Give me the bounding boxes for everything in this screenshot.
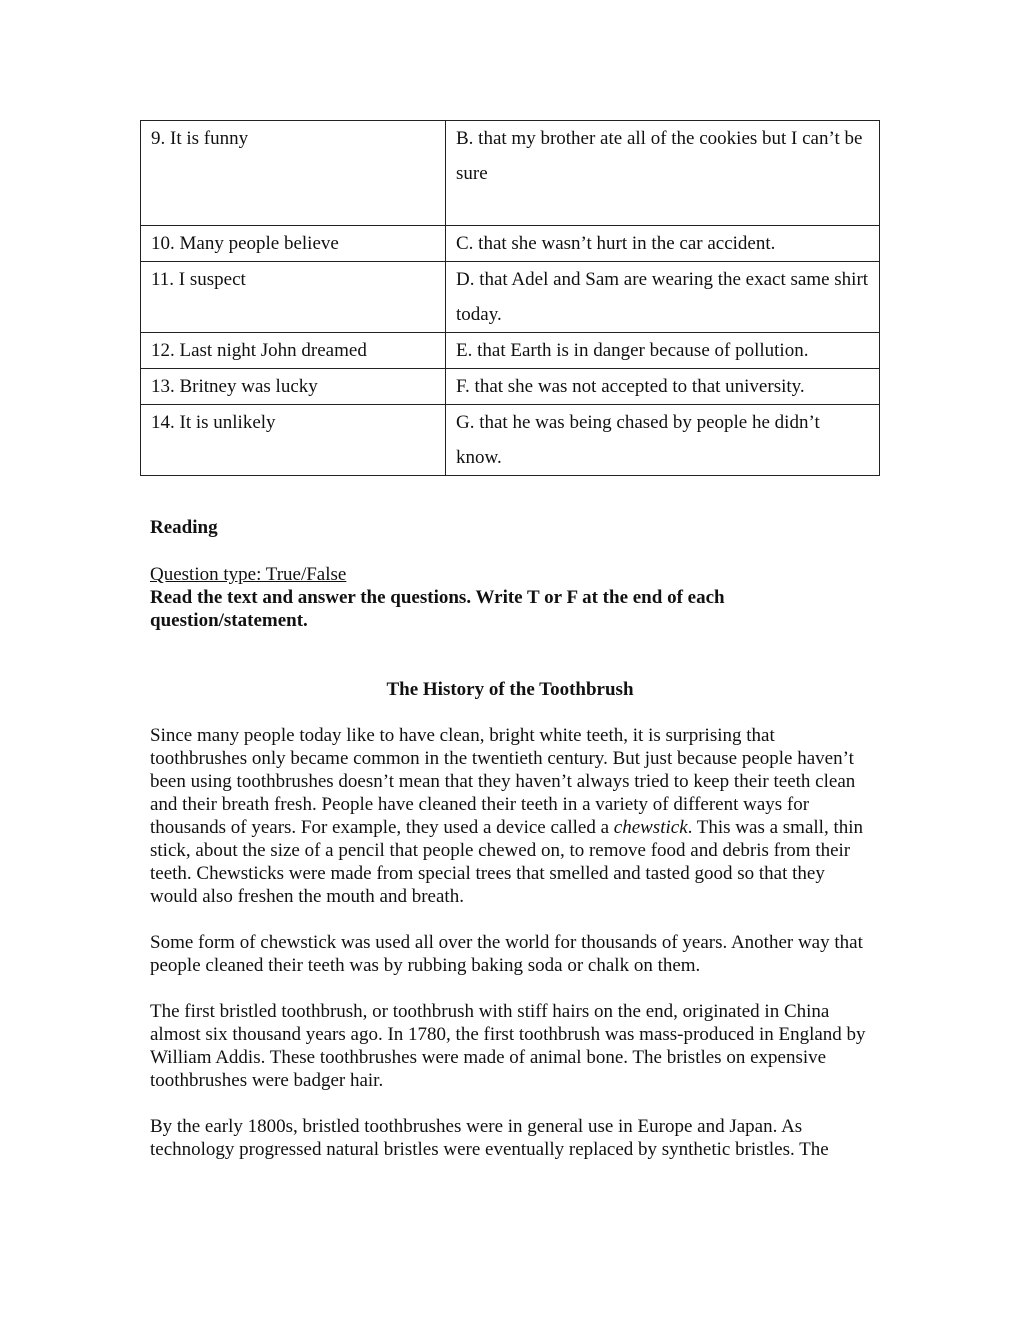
chewstick-term: chewstick (613, 817, 688, 838)
article-title: The History of the Toothbrush (386, 679, 634, 700)
article-paragraph-2: Some form of chewstick was used all over the world for thousands of years. Another way that people cleaned their teeth was by rubbing baking soda or chalk on them. (150, 932, 863, 976)
section-heading-reading: Reading (150, 517, 218, 538)
table-cell-sentence-start: 12. Last night John dreamed (141, 333, 446, 369)
table-cell-sentence-end: B. that my brother ate all of the cookies but I can’t be sure (446, 121, 880, 226)
question-type-label: Question type: True/False (150, 564, 347, 585)
table-cell-sentence-end: G. that he was being chased by people he didn’t know. (446, 405, 880, 476)
table-cell-sentence-start: 13. Britney was lucky (141, 369, 446, 405)
article-paragraph-1 (150, 724, 875, 908)
matching-table (140, 120, 880, 476)
paragraph-text: Since many people today like to have clean, bright white teeth, it is surprising that toothbrushes only became common in the twentieth century. But just because people haven’t been using toothbrushes doesn’t mean that they haven’t always tried to keep their teeth clean and their breath fresh. People have cleaned their teeth in a variety of different ways for thousands of years. For example, they used a device called a (150, 725, 856, 838)
article-paragraph-4: By the early 1800s, bristled toothbrushes were in general use in Europe and Japan. As technology progressed natural bristles were eventually replaced by synthetic bristles. The (150, 1116, 829, 1160)
table-row (141, 333, 880, 369)
article-paragraph-3: The first bristled toothbrush, or toothbrush with stiff hairs on the end, originated in China almost six thousand years ago. In 1780, the first toothbrush was mass-produced in England by William Addis. These toothbrushes were made of animal bone. The bristles on expensive toothbrushes were badger hair. (150, 1001, 866, 1091)
table-cell-sentence-end: F. that she was not accepted to that university. (446, 369, 880, 405)
table-cell-sentence-start: 9. It is funny (141, 121, 446, 226)
table-cell-sentence-end: E. that Earth is in danger because of pollution. (446, 333, 880, 369)
table-cell-sentence-end: D. that Adel and Sam are wearing the exact same shirt today. (446, 262, 880, 333)
table-row (141, 226, 880, 262)
instructions-text: Read the text and answer the questions. Write T or F at the end of each question/statement. (150, 587, 725, 631)
table-cell-sentence-start: 10. Many people believe (141, 226, 446, 262)
table-cell-sentence-end: C. that she wasn’t hurt in the car accident. (446, 226, 880, 262)
table-cell-sentence-start: 11. I suspect (141, 262, 446, 333)
paragraph-text: . This was a small, thin stick, about the size of a pencil that people chewed on, to remove food and debris from their teeth. Chewsticks were made from special trees that smelled and tasted good so that they would also freshen the mouth and breath. (150, 817, 864, 907)
table-row (141, 405, 880, 476)
table-row (141, 121, 880, 226)
table-row (141, 262, 880, 333)
table-row (141, 369, 880, 405)
table-cell-sentence-start: 14. It is unlikely (141, 405, 446, 476)
